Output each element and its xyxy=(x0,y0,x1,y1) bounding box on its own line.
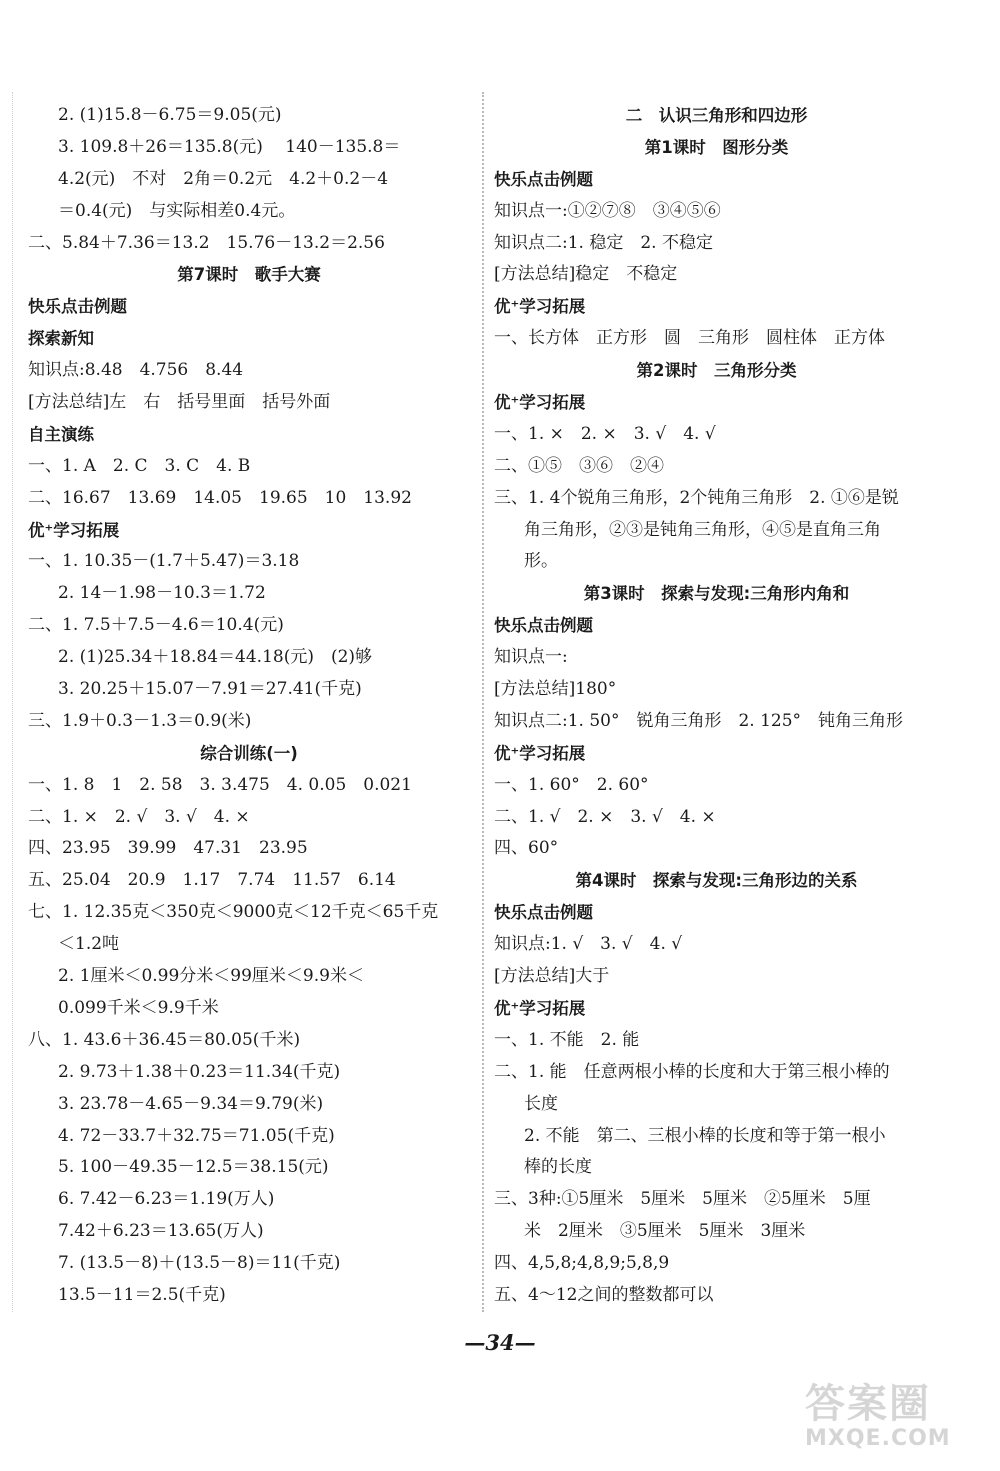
answer-line: [方法总结]180° xyxy=(494,679,617,700)
answer-line: [方法总结]稳定 不稳定 xyxy=(494,264,678,285)
answer-line: 形。 xyxy=(524,551,558,572)
answer-line: 7.42＋6.23＝13.65(万人) xyxy=(58,1221,264,1242)
answer-line: 二、①⑤ ③⑥ ②④ xyxy=(494,455,664,476)
answer-line: 13.5－11＝2.5(千克) xyxy=(58,1284,226,1305)
answer-line: 长度 xyxy=(524,1093,558,1114)
section-heading: 二 认识三角形和四边形 xyxy=(625,106,808,125)
section-heading: 第7课时 歌手大赛 xyxy=(177,265,321,285)
answer-line: 五、25.04 20.9 1.17 7.74 11.57 6.14 xyxy=(28,870,396,891)
answer-line: 二、16.67 13.69 14.05 19.65 10 13.92 xyxy=(28,487,412,508)
answer-line: 四、4,5,8;4,8,9;5,8,9 xyxy=(494,1253,670,1274)
answer-line: 一、1. 8 1 2. 58 3. 3.475 4. 0.05 0.021 xyxy=(28,774,412,795)
column-divider xyxy=(482,92,484,1312)
section-heading: 第4课时 探索与发现:三角形边的关系 xyxy=(575,871,858,891)
section-heading: 第3课时 探索与发现:三角形内角和 xyxy=(583,584,850,604)
answer-line: [方法总结]左 右 括号里面 括号外面 xyxy=(28,392,331,413)
watermark-bottom: MXQE.COM xyxy=(805,1426,951,1451)
answer-line: 4.2(元) 不对 2角＝0.2元 4.2＋0.2－4 xyxy=(58,168,389,189)
answer-line: 三、3种:①5厘米 5厘米 5厘米 ②5厘米 5厘 xyxy=(494,1189,871,1210)
answer-line: 二、1. 7.5＋7.5－4.6＝10.4(元) xyxy=(28,615,284,636)
answer-line: ＝0.4(元) 与实际相差0.4元。 xyxy=(58,200,296,221)
answer-line: 6. 7.42－6.23＝1.19(万人) xyxy=(58,1189,275,1210)
subsection-label: 优⁺学习拓展 xyxy=(28,520,120,540)
answer-line: 7. (13.5－8)＋(13.5－8)＝11(千克) xyxy=(58,1253,341,1274)
section-heading: 综合训练(一) xyxy=(200,743,298,763)
answer-line: 知识点:8.48 4.756 8.44 xyxy=(28,360,244,381)
subsection-label: 优⁺学习拓展 xyxy=(494,297,586,317)
answer-line: 一、1. 10.35－(1.7＋5.47)＝3.18 xyxy=(28,551,300,572)
answer-line: 四、23.95 39.99 47.31 23.95 xyxy=(28,838,308,859)
subsection-label: 优⁺学习拓展 xyxy=(494,743,586,763)
answer-line: 0.099千米＜9.9千米 xyxy=(58,997,219,1018)
answer-line: 五、4～12之间的整数都可以 xyxy=(494,1284,714,1305)
subsection-label: 快乐点击例题 xyxy=(28,297,127,317)
answer-line: 三、1.9＋0.3－1.3＝0.9(米) xyxy=(28,710,252,731)
answer-line: 七、1. 12.35克＜350克＜9000克＜12千克＜65千克 xyxy=(28,902,439,923)
section-heading: 第2课时 三角形分类 xyxy=(636,361,797,381)
answer-line: 3. 23.78－4.65－9.34＝9.79(米) xyxy=(58,1093,324,1114)
answer-line: 2. 14－1.98－10.3＝1.72 xyxy=(58,583,266,604)
answer-line: 知识点二:1. 稳定 2. 不稳定 xyxy=(494,232,713,253)
answer-line: 米 2厘米 ③5厘米 5厘米 3厘米 xyxy=(524,1221,806,1242)
answer-line: 角三角形，②③是钝角三角形，④⑤是直角三角 xyxy=(524,519,881,540)
answer-line: 2. 1厘米＜0.99分米＜99厘米＜9.9米＜ xyxy=(58,966,364,987)
answer-line: 2. (1)25.34＋18.84＝44.18(元) (2)够 xyxy=(58,647,373,668)
subsection-label: 优⁺学习拓展 xyxy=(494,393,586,413)
answer-line: 一、1. 不能 2. 能 xyxy=(494,1029,640,1050)
answer-line: 一、长方体 正方形 圆 三角形 圆柱体 正方体 xyxy=(494,328,885,349)
answer-line: 二、1. × 2. √ 3. √ 4. × xyxy=(28,806,250,827)
answer-line: 4. 72－33.7＋32.75＝71.05(千克) xyxy=(58,1125,335,1146)
answer-line: 知识点一:①②⑦⑧ ③④⑤⑥ xyxy=(494,200,721,221)
answer-line: 3. 109.8＋26＝135.8(元) 140－135.8＝ xyxy=(58,136,401,157)
answer-line: 知识点一: xyxy=(494,647,568,668)
answer-line: 一、1. 60° 2. 60° xyxy=(494,774,649,795)
answer-line: 知识点:1. √ 3. √ 4. √ xyxy=(494,934,683,955)
section-heading: 第1课时 图形分类 xyxy=(644,137,789,157)
answer-line: [方法总结]大于 xyxy=(494,966,610,987)
left-column xyxy=(28,100,470,1312)
answer-line: 一、1. A 2. C 3. C 4. B xyxy=(28,455,251,476)
answer-line: 2. 9.73＋1.38＋0.23＝11.34(千克) xyxy=(58,1061,341,1082)
answer-line: 八、1. 43.6＋36.45＝80.05(千米) xyxy=(28,1029,301,1050)
subsection-label: 快乐点击例题 xyxy=(494,903,593,923)
page-number: —34— xyxy=(464,1330,536,1355)
answer-line: 棒的长度 xyxy=(524,1157,592,1178)
answer-line: 2. 不能 第二、三根小棒的长度和等于第一根小 xyxy=(524,1125,886,1146)
answer-line: 3. 20.25＋15.07－7.91＝27.41(千克) xyxy=(58,679,362,700)
subsection-label: 探索新知 xyxy=(28,329,94,349)
answer-line: 5. 100－49.35－12.5＝38.15(元) xyxy=(58,1157,329,1178)
subsection-label: 自主演练 xyxy=(28,424,94,444)
answer-line: ＜1.2吨 xyxy=(58,934,120,955)
subsection-label: 优⁺学习拓展 xyxy=(494,998,586,1018)
answer-line: 知识点二:1. 50° 锐角三角形 2. 125° 钝角三角形 xyxy=(494,710,904,731)
answer-line: 二、1. 能 任意两根小棒的长度和大于第三根小棒的 xyxy=(494,1061,890,1082)
watermark-logo xyxy=(805,1382,990,1464)
answer-line: 四、60° xyxy=(494,838,559,859)
margin-rule xyxy=(12,92,13,1312)
subsection-label: 快乐点击例题 xyxy=(494,616,593,636)
answer-line: 二、1. √ 2. × 3. √ 4. × xyxy=(494,806,716,827)
answer-line: 三、1. 4个锐角三角形，2个钝角三角形 2. ①⑥是锐 xyxy=(494,487,899,508)
answer-line: 二、5.84＋7.36＝13.2 15.76－13.2＝2.56 xyxy=(28,232,385,253)
answer-line: 一、1. × 2. × 3. √ 4. √ xyxy=(494,423,716,444)
right-column xyxy=(494,100,939,1312)
watermark-top: 答案圈 xyxy=(805,1381,931,1427)
answer-line: 2. (1)15.8－6.75＝9.05(元) xyxy=(58,105,282,125)
subsection-label: 快乐点击例题 xyxy=(494,169,593,189)
